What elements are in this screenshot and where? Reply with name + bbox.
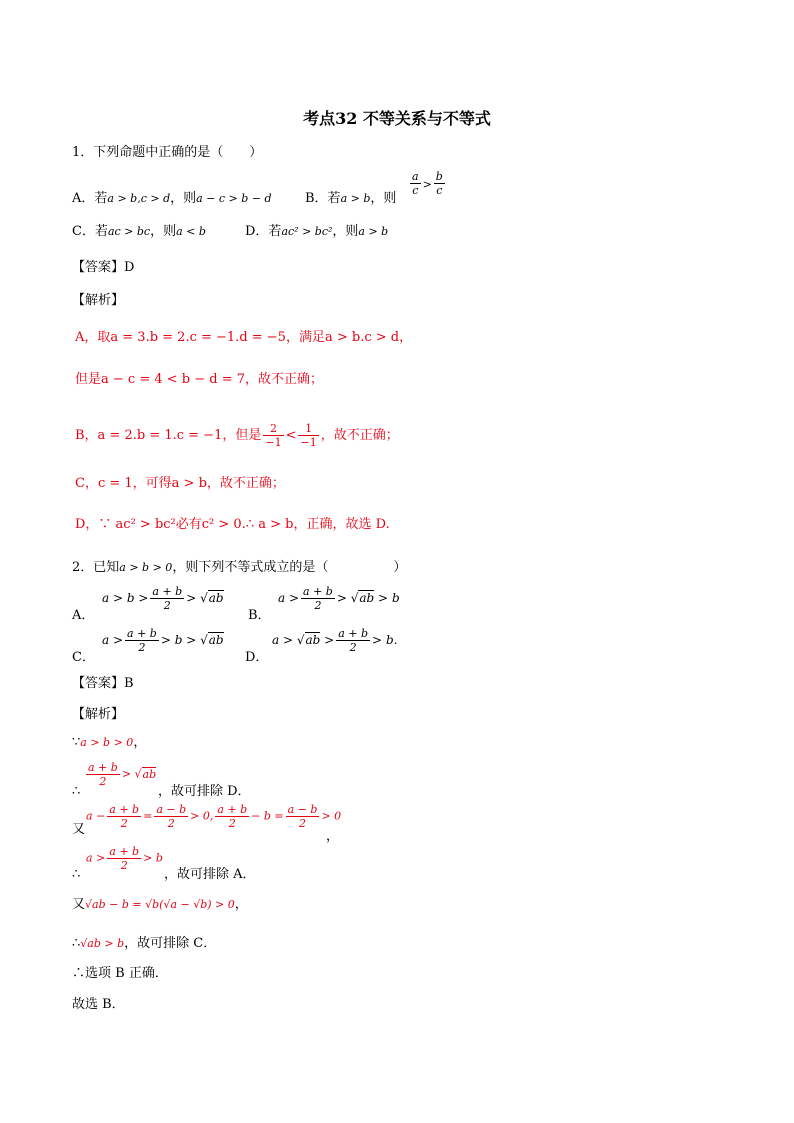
q1-option-a — [72, 191, 272, 207]
q1-option-d — [245, 224, 388, 240]
q1-c-math2: a < b — [176, 225, 206, 238]
q2-option-b-label: B． — [248, 608, 271, 623]
q2-step-1: ∵a > b > 0， — [72, 735, 147, 750]
q1-option-b — [305, 191, 396, 207]
q1-a-then: ，则 — [170, 191, 197, 206]
q2-step-2-math: $\frac{a + b}{2}$ > √ab — [88, 761, 157, 788]
q2-option-b: a > $\frac{a + b}{2}$ > √ab > b — [278, 585, 400, 612]
q1-a-label: A．若 — [72, 191, 108, 206]
q1-option-c — [72, 224, 206, 240]
q1-b-gt: > — [422, 178, 432, 191]
q1-solution-a-cont: 但是a − c = 4 < b − d = 7，故不正确； — [75, 372, 324, 387]
q1-d-label: D．若 — [245, 224, 282, 239]
q2-option-a-label: A． — [72, 608, 95, 623]
q1-b-frac-bc: $\frac{b}{c}$ — [435, 170, 443, 197]
q2-option-d-label: D． — [245, 650, 269, 665]
q1-stem: 1．下列命题中正确的是（ ） — [72, 145, 263, 160]
q1-solution-c: C，c = 1，可得a > b，故不正确； — [75, 476, 285, 491]
q2-step-7: ∴选项 B 正确． — [72, 966, 168, 981]
q2-option-d: a > √ab > $\frac{a + b}{2}$ > b. — [272, 627, 398, 654]
q1-analysis-label: 【解析】 — [72, 293, 125, 308]
q2-option-c-label: C． — [72, 650, 95, 665]
q2-step-4-prefix: ∴ — [72, 867, 81, 882]
q1-b-fraction-compare — [408, 170, 447, 197]
q1-a-math1: a > b,c > d — [107, 192, 171, 205]
page-title: 考点32 不等关系与不等式 — [303, 109, 491, 128]
q2-step-3-math: a − $\frac{a + b}{2}$ = $\frac{a - b}{2}$ > 0, $\frac{a + b}{2}$ − b = $\frac{a - b}{2}$ > 0 — [86, 803, 342, 830]
q1-d-math2: a > b — [358, 225, 389, 238]
q1-d-then: ，则 — [332, 224, 359, 239]
q2-step-2-end: ，故可排除 D． — [158, 784, 251, 799]
q2-step-4-math: a > $\frac{a + b}{2}$ > b — [86, 845, 163, 872]
q2-answer: 【答案】B — [72, 676, 134, 691]
q1-b-frac-ac: $\frac{a}{c}$ — [412, 170, 419, 197]
q2-step-5: 又√ab − b = √b(√a − √b) > 0， — [72, 897, 248, 912]
q1-c-math1: ac > bc — [107, 225, 151, 238]
q1-solution-b: B，a = 2.b = 1.c = −1，但是 $\frac{2}{-1}$ < $\frac{1}{-1}$ ，故不正确； — [75, 422, 399, 449]
q2-stem: 2．已知a > b > 0，则下列不等式成立的是（ ） — [72, 560, 407, 575]
q1-c-label: C．若 — [72, 224, 108, 239]
q1-sol-frac1: $\frac{2}{-1}$ — [265, 422, 282, 449]
q2-step-8: 故选 B． — [72, 997, 125, 1012]
q1-solution-a: A，取a = 3.b = 2.c = −1.d = −5，满足a > b.c > d， — [75, 330, 413, 345]
q2-step-4-end: ，故可排除 A． — [164, 867, 256, 882]
q2-step-3-comma: ， — [326, 829, 340, 844]
q1-sol-frac2: $\frac{1}{-1}$ — [300, 422, 317, 449]
q1-b-label: B．若 — [305, 191, 341, 206]
q1-c-then: ，则 — [150, 224, 177, 239]
q1-d-math1: ac² > bc² — [281, 225, 333, 238]
q1-solution-d: D，∵ ac² > bc²必有c² > 0.∴ a > b，正确，故选 D. — [75, 517, 390, 532]
q2-option-a: a > b > $\frac{a + b}{2}$ > √ab — [102, 585, 224, 612]
q1-answer: 【答案】D — [72, 260, 135, 275]
q2-analysis-label: 【解析】 — [72, 707, 125, 722]
q2-step-6: ∴√ab > b，故可排除 C． — [72, 936, 217, 951]
q1-b-math1: a > b — [340, 192, 371, 205]
q1-a-math2: a − c > b − d — [196, 192, 272, 205]
q2-option-c: a > $\frac{a + b}{2}$ > b > √ab — [102, 627, 224, 654]
q1-b-then: ，则 — [370, 191, 397, 206]
q2-step-3-prefix: 又 — [72, 822, 86, 837]
q2-step-2-prefix: ∴ — [72, 784, 81, 799]
